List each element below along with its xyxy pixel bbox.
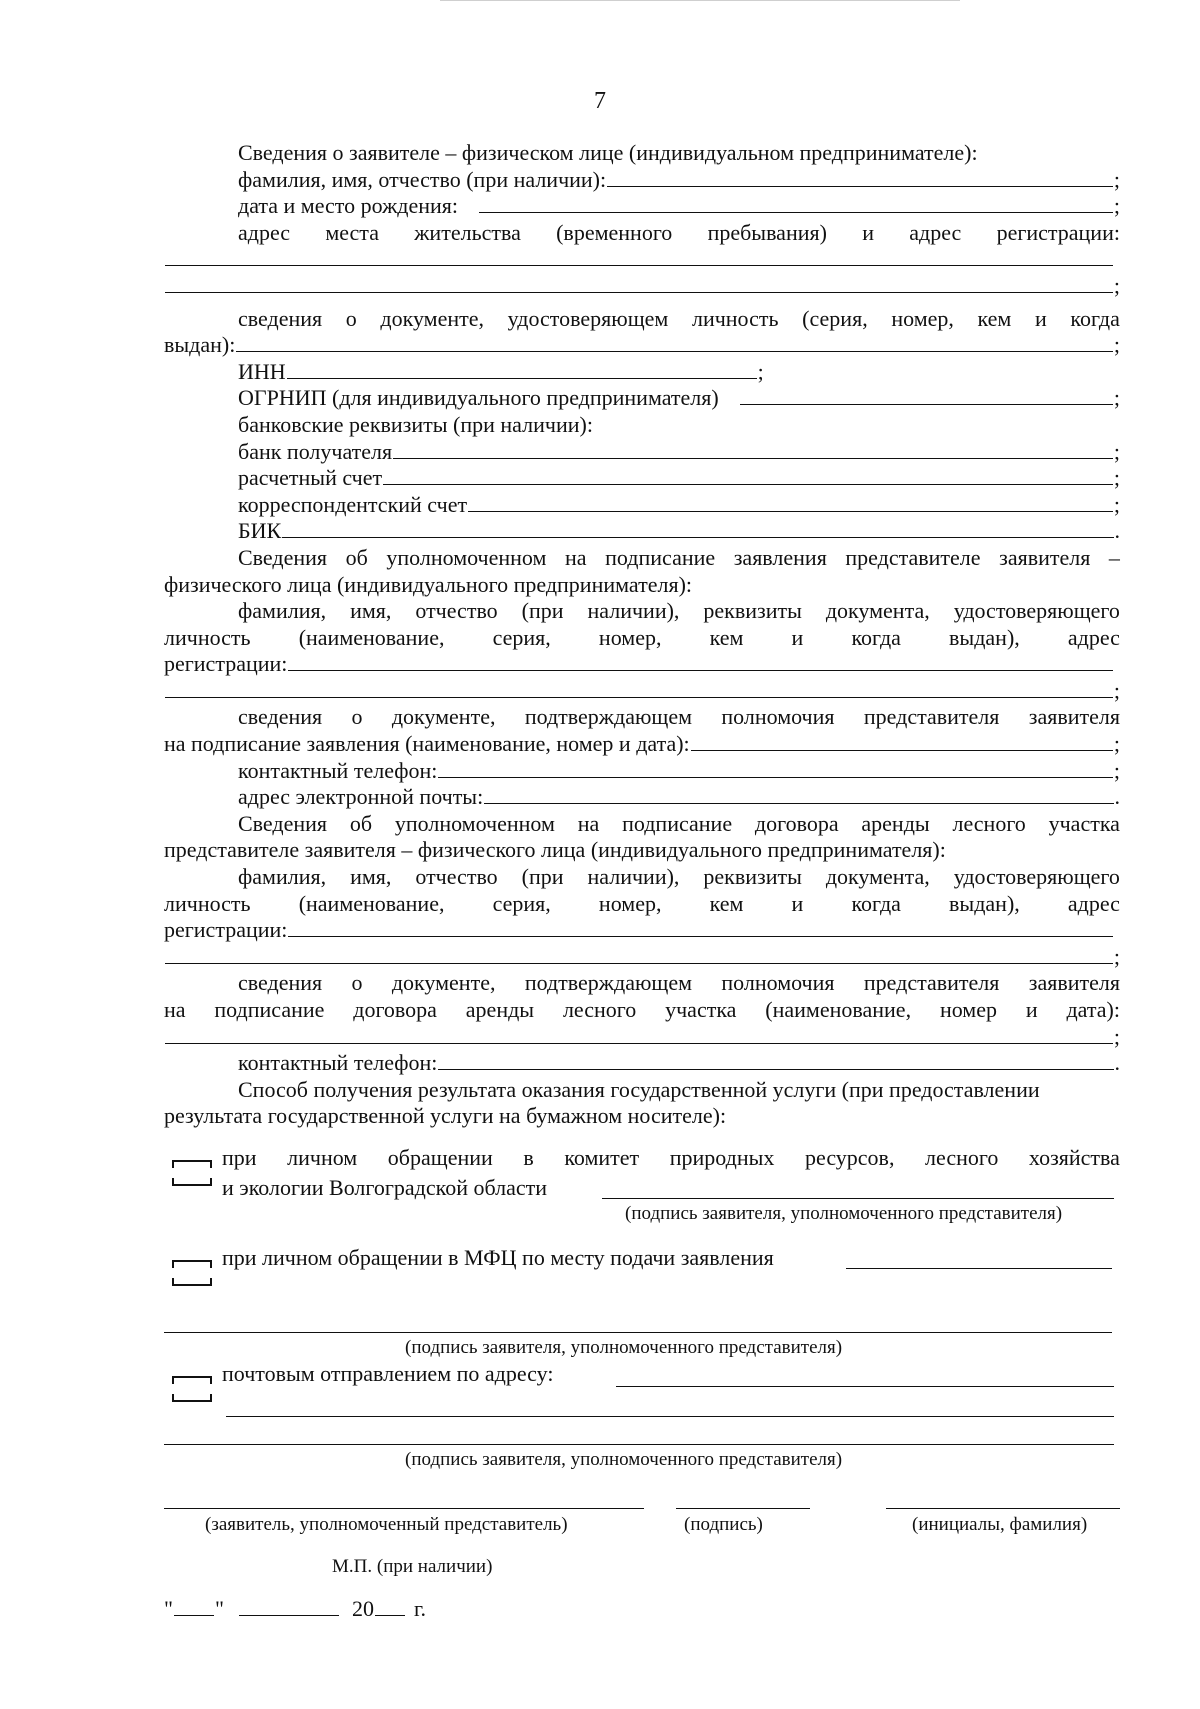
s3-reg-field-2[interactable] bbox=[165, 945, 1113, 964]
s1-issued-row: выдан): ; bbox=[164, 332, 1120, 358]
signature-caption-3: (подпись заявителя, уполномоченного представителя) bbox=[405, 1449, 843, 1470]
option-committee-checkbox[interactable] bbox=[172, 1160, 212, 1186]
signature-caption-2: (подпись заявителя, уполномоченного представителя) bbox=[405, 1337, 843, 1358]
inn-field[interactable] bbox=[287, 360, 757, 379]
stamp-note: М.П. (при наличии) bbox=[332, 1556, 493, 1577]
s1-iddoc-label: сведения о документе, удостоверяющем личность (серия, номер, кем и когда bbox=[238, 305, 1120, 331]
s3-fio-label: фамилия, имя, отчество (при наличии), реквизиты документа, удостоверяющего bbox=[238, 864, 1120, 890]
s3-auth-label: сведения о документе, подтверждающем полномочия представителя заявителя bbox=[238, 970, 1120, 996]
signature-caption: (подпись) bbox=[684, 1514, 763, 1535]
s2-reg-row: регистрации: bbox=[164, 651, 1120, 678]
scan-edge-line bbox=[440, 0, 960, 1]
s1-account-row: расчетный счет ; bbox=[238, 465, 1120, 491]
s2-auth-label: сведения о документе, подтверждающем полномочия представителя заявителя bbox=[238, 704, 1120, 730]
s2-id-label: личность (наименование, серия, номер, кем и когда выдан), адрес bbox=[164, 624, 1120, 650]
s2-auth-row: на подписание заявления (наименование, номер и дата): ; bbox=[164, 731, 1120, 757]
ogrnip-field[interactable] bbox=[740, 386, 1113, 405]
s4-heading2: результата государственной услуги на бумажном носителе): bbox=[164, 1103, 727, 1129]
fio-field[interactable] bbox=[607, 168, 1113, 187]
birth-field[interactable] bbox=[479, 194, 1113, 213]
s2-heading: Сведения об уполномоченном на подписание заявления представителе заявителя – bbox=[238, 544, 1120, 570]
s3-id-label: личность (наименование, серия, номер, кем и когда выдан), адрес bbox=[164, 890, 1120, 916]
applicant-line[interactable] bbox=[164, 1508, 644, 1509]
s1-ogrnip-row: ОГРНИП (для индивидуального предпринимателя) ; bbox=[238, 385, 1120, 411]
option-mfc-field[interactable] bbox=[846, 1268, 1112, 1269]
option-post-signature-line[interactable] bbox=[164, 1444, 1114, 1445]
s1-birth-row: дата и место рождения: ; bbox=[238, 193, 1120, 219]
option-committee-label-2: и экологии Волгоградской области bbox=[222, 1175, 548, 1200]
initials-line[interactable] bbox=[886, 1508, 1120, 1509]
signature-line[interactable] bbox=[676, 1508, 810, 1509]
s3-reg-line2: ; bbox=[164, 944, 1120, 971]
iddoc-field[interactable] bbox=[236, 333, 1113, 352]
s1-address-line2: ; bbox=[164, 273, 1120, 300]
s2-reg-field[interactable] bbox=[288, 652, 1112, 671]
s1-inn-row: ИНН ; bbox=[238, 358, 764, 384]
s2-reg-line2: ; bbox=[164, 678, 1120, 705]
s4-heading: Способ получения результата оказания государственной услуги (при предоставлении bbox=[238, 1076, 1040, 1102]
s3-auth-field[interactable] bbox=[165, 1025, 1113, 1044]
signature-caption-1: (подпись заявителя, уполномоченного представителя) bbox=[625, 1203, 1063, 1224]
s3-phone-field[interactable] bbox=[438, 1051, 1113, 1070]
s2-phone-field[interactable] bbox=[438, 759, 1113, 778]
initials-caption: (инициалы, фамилия) bbox=[912, 1514, 1088, 1535]
page-number: 7 bbox=[594, 88, 606, 114]
address-field-1[interactable] bbox=[165, 247, 1113, 266]
date-line: " " 20 г. bbox=[164, 1596, 427, 1621]
s1-bik-row: БИК . bbox=[238, 518, 1120, 544]
date-month-field[interactable] bbox=[239, 1597, 339, 1616]
post-address-field-1[interactable] bbox=[616, 1386, 1114, 1387]
s3-heading2: представителе заявителя – физического лица (индивидуального предпринимателя): bbox=[164, 837, 946, 863]
s2-auth-field[interactable] bbox=[691, 732, 1113, 751]
s3-reg-field[interactable] bbox=[288, 918, 1112, 937]
option-committee-label: при личном обращении в комитет природных ресурсов, лесного хозяйства bbox=[222, 1145, 1120, 1170]
s1-heading: Сведения о заявителе – физическом лице (индивидуальном предпринимателе): bbox=[238, 140, 978, 165]
s3-reg-row: регистрации: bbox=[164, 917, 1120, 944]
bik-field[interactable] bbox=[282, 519, 1113, 538]
address-field-2[interactable] bbox=[165, 274, 1113, 293]
s2-fio-label: фамилия, имя, отчество (при наличии), реквизиты документа, удостоверяющего bbox=[238, 598, 1120, 624]
s3-heading: Сведения об уполномоченном на подписание договора аренды лесного участка bbox=[238, 810, 1120, 836]
s2-heading2: физического лица (индивидуального предпринимателя): bbox=[164, 571, 693, 597]
post-address-field-2[interactable] bbox=[226, 1416, 1114, 1417]
date-year-field[interactable] bbox=[375, 1597, 405, 1616]
form-body bbox=[164, 140, 1120, 1130]
option-post-checkbox[interactable] bbox=[172, 1376, 212, 1402]
s3-auth-label2: на подписание договора аренды лесного участка (наименование, номер и дата): bbox=[164, 997, 1120, 1022]
option-mfc-signature-line[interactable] bbox=[164, 1332, 1112, 1333]
account-field[interactable] bbox=[383, 466, 1113, 485]
option-mfc-checkbox[interactable] bbox=[172, 1260, 212, 1286]
corr-field[interactable] bbox=[468, 493, 1113, 512]
s1-bank-header: банковские реквизиты (при наличии): bbox=[238, 411, 593, 437]
s2-email-row: адрес электронной почты: . bbox=[238, 784, 1120, 810]
s1-bank-row: банк получателя ; bbox=[238, 438, 1120, 464]
bank-field[interactable] bbox=[393, 440, 1113, 459]
s3-phone-row: контактный телефон: . bbox=[238, 1050, 1120, 1076]
option-mfc-label: при личном обращении в МФЦ по месту подачи заявления bbox=[222, 1245, 774, 1270]
s2-phone-row: контактный телефон: ; bbox=[238, 757, 1120, 783]
s2-email-field[interactable] bbox=[484, 785, 1113, 804]
applicant-caption: (заявитель, уполномоченный представитель) bbox=[205, 1514, 568, 1535]
s3-auth-line: ; bbox=[164, 1024, 1120, 1051]
s1-fio-row: фамилия, имя, отчество (при наличии): ; bbox=[238, 166, 1120, 192]
date-day-field[interactable] bbox=[174, 1597, 214, 1616]
s1-address-label: адрес места жительства (временного пребывания) и адрес регистрации: bbox=[238, 219, 1120, 245]
s2-reg-field-2[interactable] bbox=[165, 679, 1113, 698]
s1-corr-row: корреспондентский счет ; bbox=[238, 491, 1120, 517]
option-committee-signature-line[interactable] bbox=[602, 1198, 1114, 1199]
s1-address-line1 bbox=[164, 246, 1120, 273]
option-post-label: почтовым отправлением по адресу: bbox=[222, 1361, 554, 1386]
